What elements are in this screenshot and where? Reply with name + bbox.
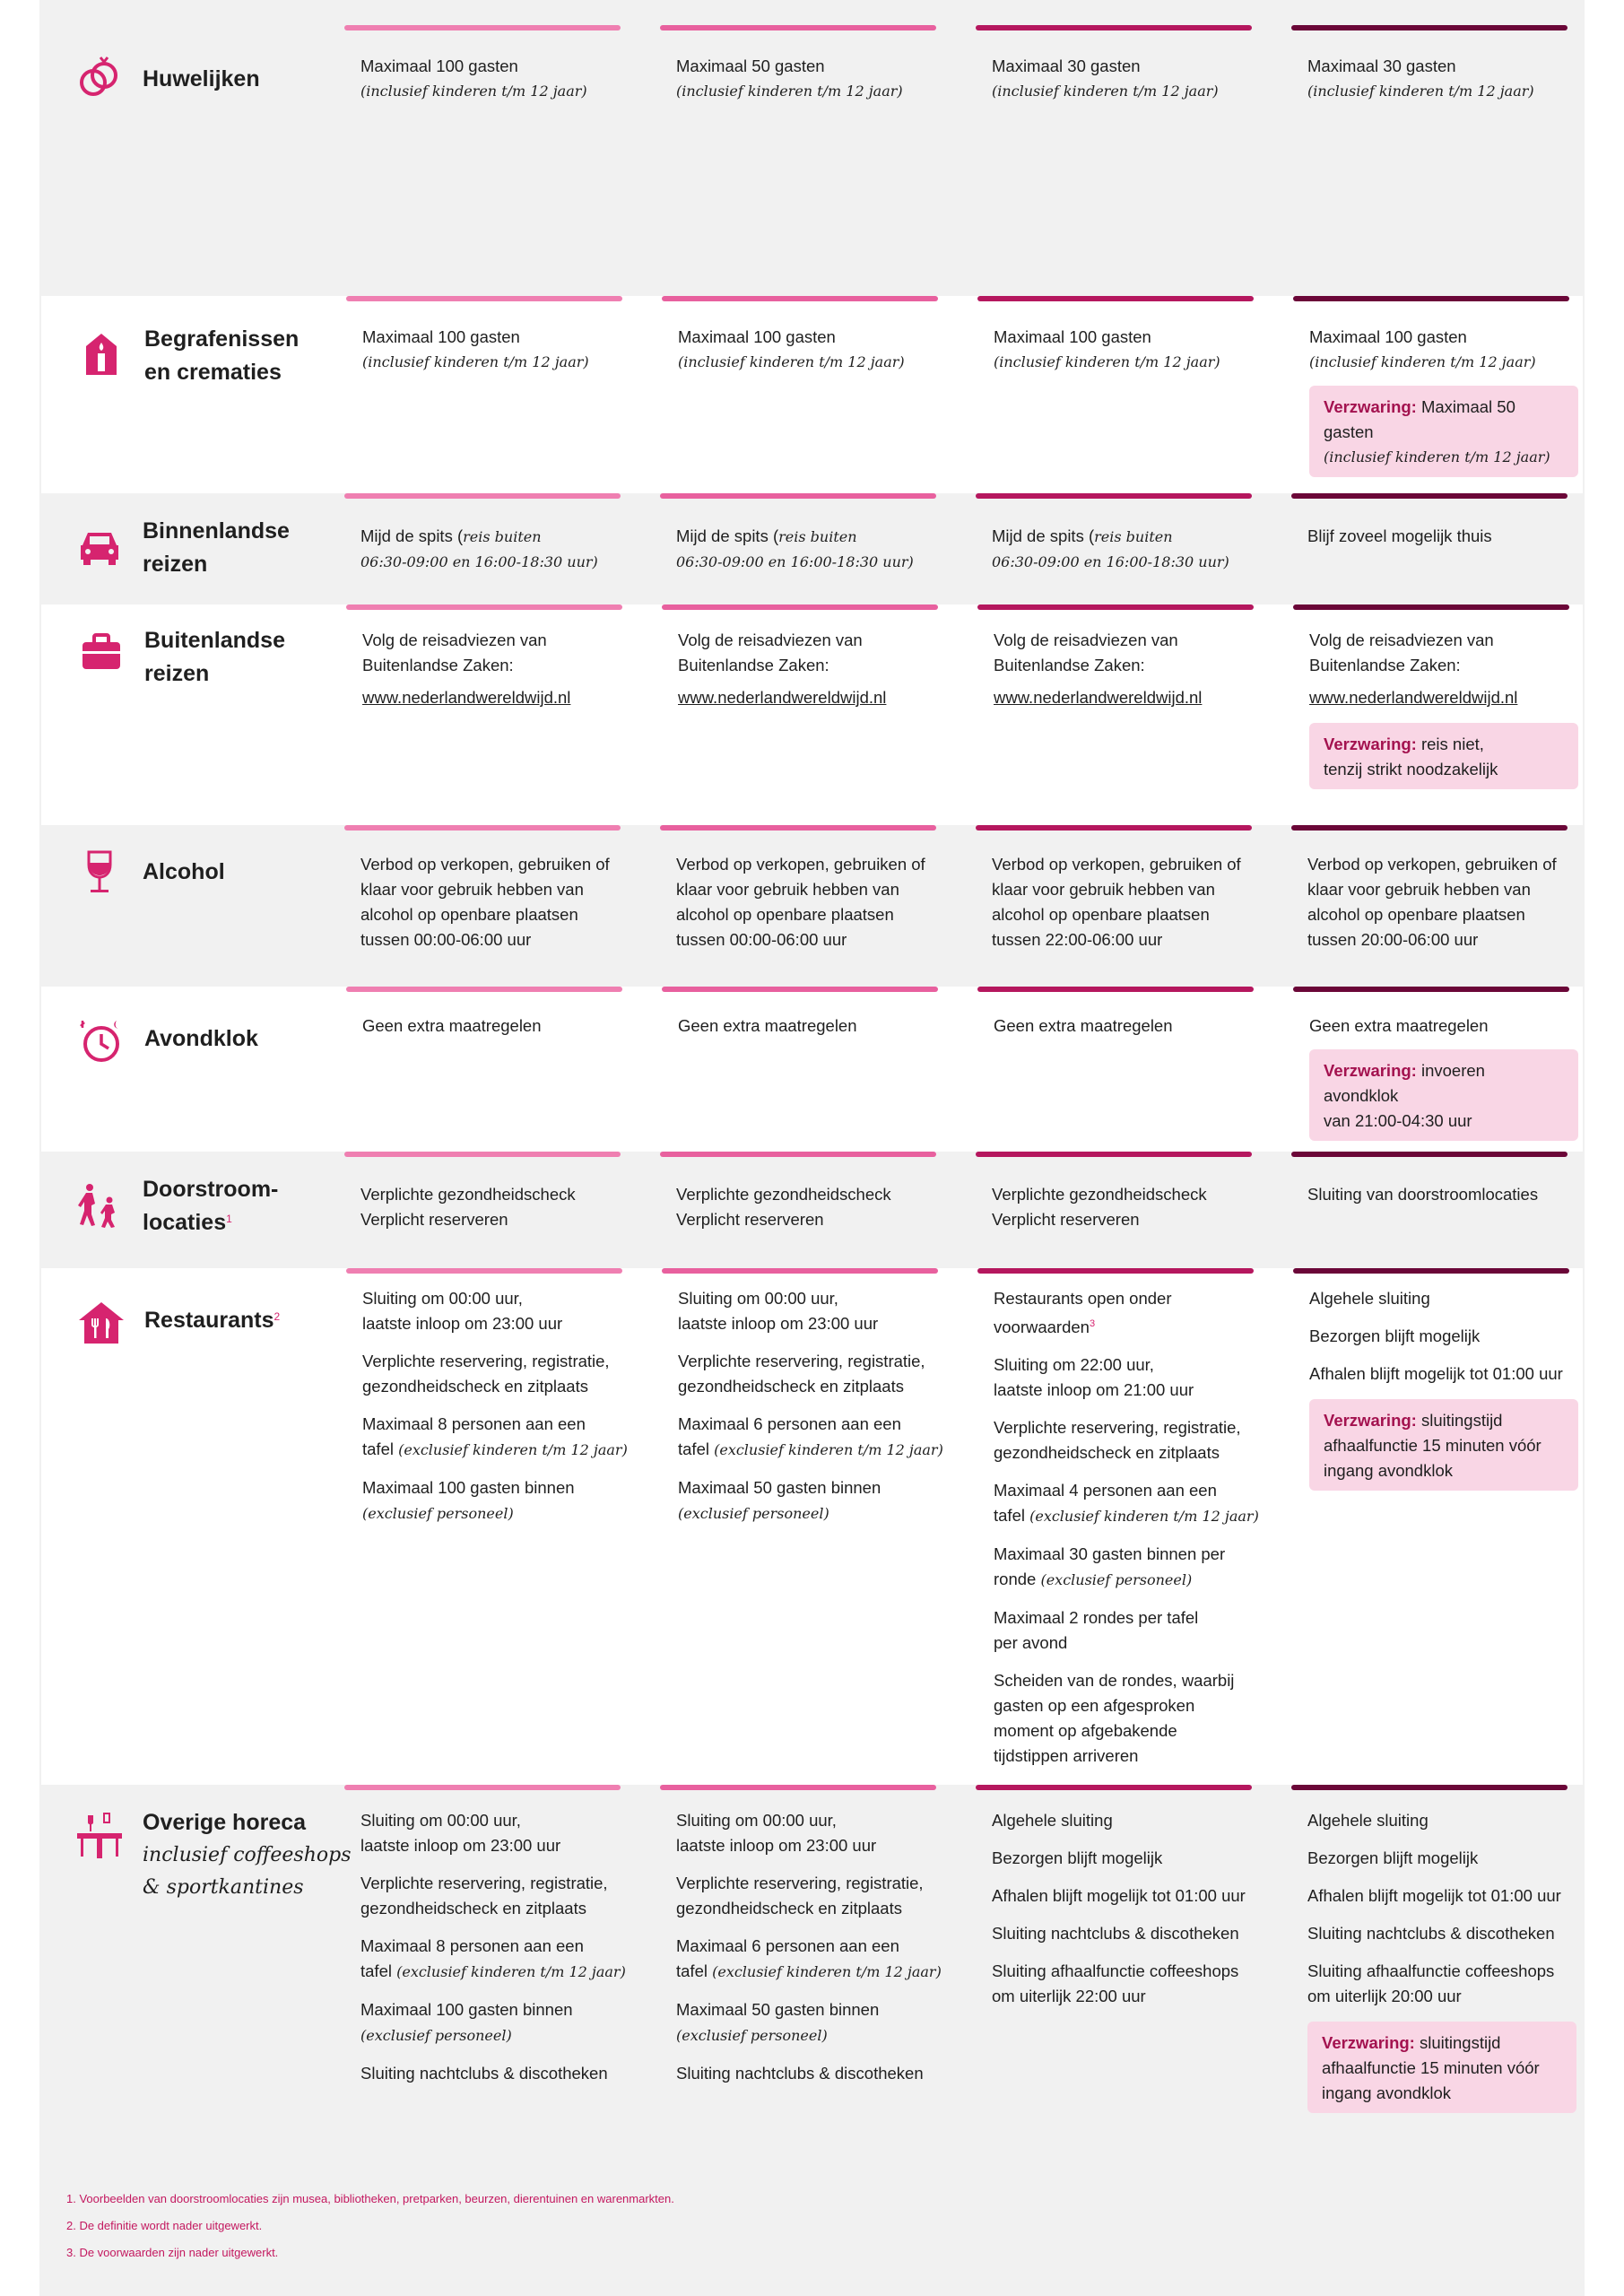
row-alcohol — [39, 825, 1585, 987]
cell-level-1: Sluiting om 00:00 uur, laatste inloop om 23:00 uur Verplichte reservering, registratie, gezondheidscheck en zitplaats Maximaal 8 personen aan een tafel (exclusief kinderen t/m 12 jaar) Maximaal 100 gasten binnen (exclusief personeel) — [362, 1289, 628, 1522]
level-3-bar — [976, 25, 1252, 30]
cell-level-1: Maximaal 100 gasten (inclusief kinderen t/m 12 jaar) — [362, 327, 589, 370]
cell-level-4: Blijf zoveel mogelijk thuis — [1307, 526, 1492, 545]
level-2-bar — [660, 1152, 936, 1157]
row-binnenlandse-reizen — [39, 493, 1585, 604]
cell-level-3: Verplichte gezondheidscheck Verplicht reserveren — [992, 1185, 1207, 1229]
cell-level-4: Sluiting van doorstroomlocaties — [1307, 1185, 1539, 1204]
cell-level-1: Verplichte gezondheidscheck Verplicht reserveren — [360, 1185, 576, 1229]
level-1-bar — [344, 1152, 621, 1157]
footnote-2: 2. De definitie wordt nader uitgewerkt. — [66, 2219, 263, 2232]
cell-level-1: Sluiting om 00:00 uur, laatste inloop om 23:00 uur Verplichte reservering, registratie, gezondheidscheck en zitplaats Maximaal 8 personen aan een tafel (exclusief kinderen t/m 12 jaar) Maximaal 100 gasten binnen (exclusief personeel) Sluiting nachtclubs & discotheken — [360, 1811, 626, 2083]
cell-level-3: Verbod op verkopen, gebruiken of klaar voor gebruik hebben van alcohol op openbare plaatsen tussen 22:00-06:00 uur — [992, 855, 1241, 949]
cell-level-3: Maximaal 30 gasten (inclusief kinderen t/m 12 jaar) — [992, 57, 1219, 100]
cell-level-4: Maximaal 100 gasten (inclusief kinderen t/m 12 jaar) Verzwaring: Maximaal 50 gasten (inclusief kinderen t/m 12 jaar) — [1309, 325, 1578, 477]
nederlandwereldwijd-link[interactable]: www.nederlandwereldwijd.nl — [994, 688, 1203, 707]
cell-level-3: Geen extra maatregelen — [994, 1016, 1173, 1035]
level-1-bar — [346, 1268, 622, 1274]
car-icon — [75, 522, 124, 570]
cell-level-3: Restaurants open onder voorwaarden$^3$ Sluiting om 22:00 uur, laatste inloop om 21:00 uur Verplichte reservering, registratie, gezondheidscheck en zitplaats Maximaal 4 personen aan een tafel (exclusief kinderen t/m 12 jaar) Maximaal 30 gasten binnen per ronde (exclusief personeel) Maximaal 2 rondes per tafel per avond Scheiden van de rondes, waarbij gasten op een afgesproken moment op afgebakende tijdstippen arriveren — [994, 1289, 1259, 1766]
level-3-bar — [977, 604, 1254, 610]
level-4-bar — [1291, 1785, 1568, 1790]
funeral-candle-icon — [77, 330, 126, 378]
row-label: Doorstroom- locaties$^1$ — [143, 1177, 279, 1235]
level-3-bar — [976, 493, 1252, 499]
verzwaring-box: Verzwaring: sluitingstijd afhaalfunctie 15 minuten vóór ingang avondklok — [1309, 1399, 1578, 1491]
nederlandwereldwijd-link[interactable]: www.nederlandwereldwijd.nl — [1309, 688, 1518, 707]
level-4-bar — [1293, 296, 1569, 301]
cell-level-2: Maximaal 50 gasten (inclusief kinderen t/m 12 jaar) — [676, 57, 903, 100]
level-4-bar — [1293, 604, 1569, 610]
verzwaring-box: Verzwaring: invoeren avondklok van 21:00-04:30 uur — [1309, 1049, 1578, 1141]
level-3-bar — [976, 1785, 1252, 1790]
level-1-bar — [346, 987, 622, 992]
level-2-bar — [660, 493, 936, 499]
row-avondklok — [39, 987, 1585, 1152]
nederlandwereldwijd-link[interactable]: www.nederlandwereldwijd.nl — [362, 688, 571, 707]
cell-level-3: Maximaal 100 gasten (inclusief kinderen t/m 12 jaar) — [994, 327, 1220, 370]
cell-level-2: Verplichte gezondheidscheck Verplicht reserveren — [676, 1185, 891, 1229]
bar-table-icon — [75, 1812, 124, 1860]
cell-level-1: Geen extra maatregelen — [362, 1016, 542, 1035]
wedding-rings-icon — [75, 54, 124, 102]
level-3-bar — [977, 296, 1254, 301]
level-1-bar — [346, 604, 622, 610]
level-1-bar — [344, 1785, 621, 1790]
level-4-bar — [1291, 25, 1568, 30]
cell-level-4: Verbod op verkopen, gebruiken of klaar voor gebruik hebben van alcohol op openbare plaatsen tussen 20:00-06:00 uur — [1307, 855, 1557, 949]
measures-table — [39, 0, 1585, 2296]
cell-level-2: Verbod op verkopen, gebruiken of klaar voor gebruik hebben van alcohol op openbare plaatsen tussen 00:00-06:00 uur — [676, 855, 925, 949]
cell-level-2: Sluiting om 00:00 uur, laatste inloop om 23:00 uur Verplichte reservering, registratie, gezondheidscheck en zitplaats Maximaal 6 personen aan een tafel (exclusief kinderen t/m 12 jaar) Maximaal 50 gasten binnen (exclusief personeel) Sluiting nachtclubs & discotheken — [676, 1811, 942, 2083]
row-label: Overige horeca inclusief coffeeshops & sportkantines — [143, 1810, 352, 1899]
level-3-bar — [977, 987, 1254, 992]
cell-level-4: Geen extra maatregelen Verzwaring: invoeren avondklok van 21:00-04:30 uur — [1309, 1013, 1578, 1141]
level-3-bar — [976, 1152, 1252, 1157]
footnote-1: 1. Voorbeelden van doorstroomlocaties zijn musea, bibliotheken, pretparken, beurzen, dierentuinen en warenmarkten. — [66, 2192, 674, 2205]
row-restaurants — [39, 1268, 1585, 1785]
verzwaring-box: Verzwaring: sluitingstijd afhaalfunctie 15 minuten vóór ingang avondklok — [1307, 2022, 1576, 2113]
level-1-bar — [346, 296, 622, 301]
level-2-bar — [660, 25, 936, 30]
level-1-bar — [344, 493, 621, 499]
cell-level-2: Sluiting om 00:00 uur, laatste inloop om 23:00 uur Verplichte reservering, registratie, gezondheidscheck en zitplaats Maximaal 6 personen aan een tafel (exclusief kinderen t/m 12 jaar) Maximaal 50 gasten binnen (exclusief personeel) — [678, 1289, 943, 1522]
level-4-bar — [1293, 987, 1569, 992]
cell-level-4: Maximaal 30 gasten (inclusief kinderen t/m 12 jaar) — [1307, 57, 1534, 100]
cell-level-2: Mijd de spits (reis buiten 06:30-09:00 en 16:00-18:30 uur) — [676, 526, 914, 570]
cell-level-2: Maximaal 100 gasten (inclusief kinderen t/m 12 jaar) — [678, 327, 905, 370]
row-label: Binnenlandse reizen — [143, 518, 290, 577]
level-2-bar — [662, 296, 938, 301]
row-label: Avondklok — [144, 1026, 258, 1051]
level-2-bar — [662, 987, 938, 992]
row-label: Buitenlandse reizen — [144, 628, 285, 686]
row-overige-horeca — [39, 1785, 1585, 2161]
level-3-bar — [976, 825, 1252, 831]
walking-people-icon — [75, 1182, 124, 1231]
cell-level-3: Mijd de spits (reis buiten 06:30-09:00 en 16:00-18:30 uur) — [992, 526, 1229, 570]
cell-level-1: Volg de reisadviezen van Buitenlandse Zaken: www.nederlandwereldwijd.nl — [362, 628, 631, 710]
level-2-bar — [660, 825, 936, 831]
suitcase-icon — [77, 628, 126, 676]
cell-level-2: Volg de reisadviezen van Buitenlandse Zaken: www.nederlandwereldwijd.nl — [678, 628, 947, 710]
footnote-3: 3. De voorwaarden zijn nader uitgewerkt. — [66, 2246, 279, 2259]
row-buitenlandse-reizen — [39, 604, 1585, 825]
row-doorstroomlocaties — [39, 1152, 1585, 1268]
row-label: Alcohol — [143, 859, 225, 884]
level-2-bar — [662, 1268, 938, 1274]
level-2-bar — [662, 604, 938, 610]
nederlandwereldwijd-link[interactable]: www.nederlandwereldwijd.nl — [678, 688, 887, 707]
level-3-bar — [977, 1268, 1254, 1274]
level-4-bar — [1291, 825, 1568, 831]
cell-level-1: Mijd de spits (reis buiten 06:30-09:00 en 16:00-18:30 uur) — [360, 526, 598, 570]
level-4-bar — [1291, 1152, 1568, 1157]
cell-level-4: Volg de reisadviezen van Buitenlandse Zaken: www.nederlandwereldwijd.nl Verzwaring: reis niet, tenzij strikt noodzakelijk — [1309, 628, 1578, 789]
row-label: Huwelijken — [143, 66, 260, 91]
level-2-bar — [660, 1785, 936, 1790]
level-4-bar — [1293, 1268, 1569, 1274]
cell-level-1: Verbod op verkopen, gebruiken of klaar voor gebruik hebben van alcohol op openbare plaatsen tussen 00:00-06:00 uur — [360, 855, 610, 949]
cell-level-4: Algehele sluiting Bezorgen blijft mogelijk Afhalen blijft mogelijk tot 01:00 uur Sluiting nachtclubs & discotheken Sluiting afhaalfunctie coffeeshops om uiterlijk 20:00 uur Verzwaring: sluitingstijd afhaalfunctie 15 minuten vóór ingang avondklok — [1307, 1808, 1576, 2113]
cell-level-4: Algehele sluiting Bezorgen blijft mogelijk Afhalen blijft mogelijk tot 01:00 uur Verzwaring: sluitingstijd afhaalfunctie 15 minuten vóór ingang avondklok — [1309, 1286, 1578, 1491]
verzwaring-box: Verzwaring: Maximaal 50 gasten (inclusief kinderen t/m 12 jaar) — [1309, 386, 1578, 477]
level-1-bar — [344, 825, 621, 831]
footnotes — [39, 2161, 1585, 2296]
restaurant-house-icon — [77, 1299, 126, 1347]
row-huwelijken — [39, 0, 1585, 296]
row-label: Begrafenissen en crematies — [144, 326, 300, 385]
level-1-bar — [344, 25, 621, 30]
cell-level-2: Geen extra maatregelen — [678, 1016, 857, 1035]
cell-level-3: Algehele sluiting Bezorgen blijft mogelijk Afhalen blijft mogelijk tot 01:00 uur Sluiting nachtclubs & discotheken Sluiting afhaalfunctie coffeeshops om uiterlijk 22:00 uur — [992, 1811, 1246, 2005]
cell-level-1: Maximaal 100 gasten (inclusief kinderen t/m 12 jaar) — [360, 57, 587, 100]
wine-glass-icon — [75, 848, 124, 897]
alarm-clock-icon — [77, 1017, 126, 1065]
verzwaring-box: Verzwaring: reis niet, tenzij strikt noodzakelijk — [1309, 723, 1578, 789]
row-begrafenissen — [39, 296, 1585, 493]
row-label: Restaurants$^2$ — [144, 1308, 281, 1333]
cell-level-3: Volg de reisadviezen van Buitenlandse Zaken: www.nederlandwereldwijd.nl — [994, 628, 1263, 710]
level-4-bar — [1291, 493, 1568, 499]
